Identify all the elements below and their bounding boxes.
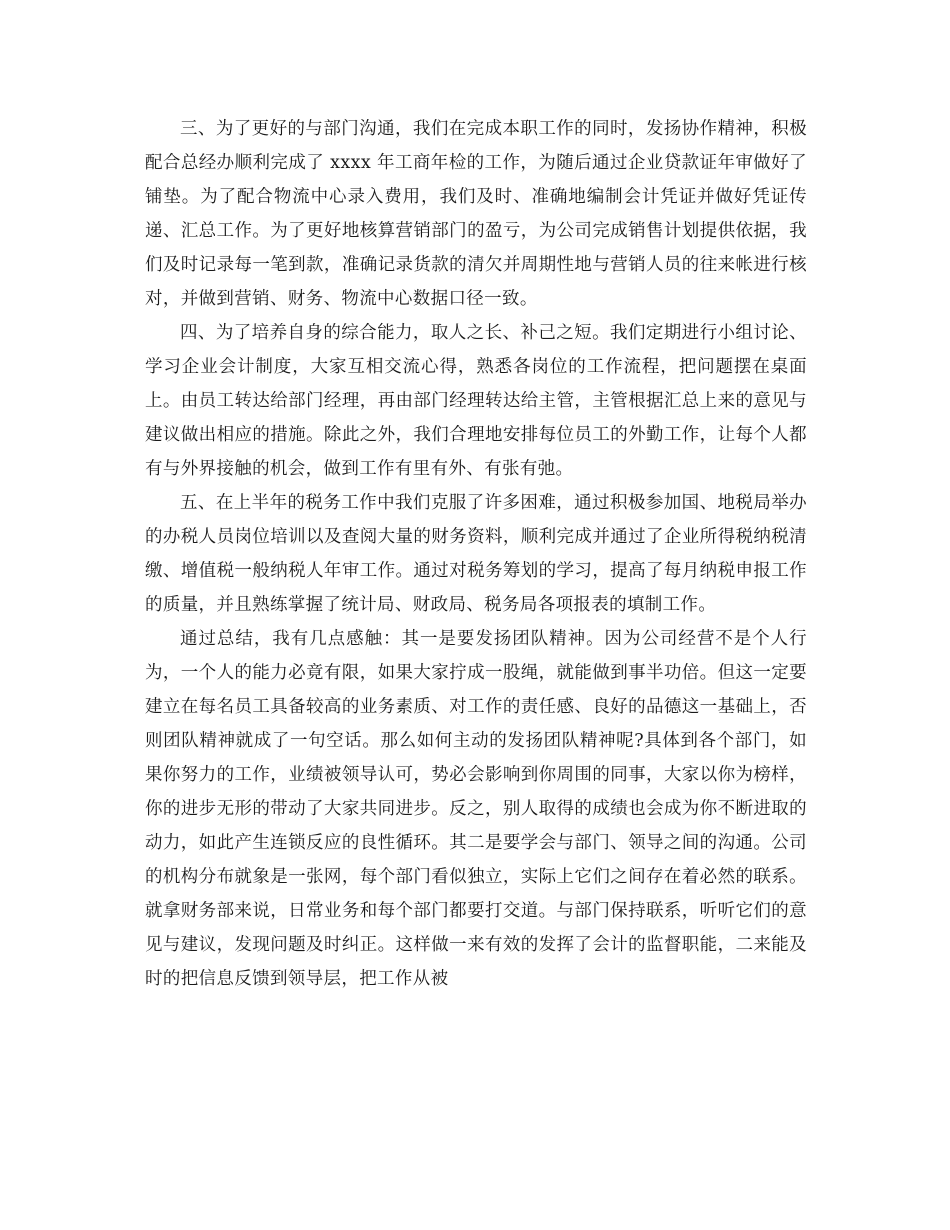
paragraph-4: 四、为了培养自身的综合能力，取人之长、补己之短。我们定期进行小组讨论、学习企业会计制度，大家互相交流心得，熟悉各岗位的工作流程，把问题摆在桌面上。由员工转达给部门经理，再由部门经理转达给主管，主管根据汇总上来的意见与建议做出相应的措施。除此之外，我们合理地安排每位员工的外勤工作，让每个人都有与外界接触的机会，做到工作有里有外、有张有弛。 bbox=[145, 323, 807, 479]
paragraph-3: 三、为了更好的与部门沟通，我们在完成本职工作的同时，发扬协作精神，积极配合总经办顺利完成了 xxxx 年工商年检的工作，为随后通过企业贷款证年审做好了铺垫。为了配合物流中心录入费用，我们及时、准确地编制会计凭证并做好凭证传递、汇总工作。为了更好地核算营销部门的盈亏，为公司完成销售计划提供依据，我们及时记录每一笔到款，准确记录货款的清欠并周期性地与营销人员的往来帐进行核对，并做到营销、财务、物流中心数据口径一致。 bbox=[145, 119, 807, 309]
document-body bbox=[145, 112, 807, 996]
paragraph-5: 五、在上半年的税务工作中我们克服了许多困难，通过积极参加国、地税局举办的办税人员岗位培训以及查阅大量的财务资料，顺利完成并通过了企业所得税纳税清缴、增值税一般纳税人年审工作。通过对税务筹划的学习，提高了每月纳税申报工作的质量，并且熟练掌握了统计局、财政局、税务局各项报表的填制工作。 bbox=[145, 493, 807, 615]
paragraph-summary: 通过总结，我有几点感触：其一是要发扬团队精神。因为公司经营不是个人行为，一个人的能力必竟有限，如果大家拧成一股绳，就能做到事半功倍。但这一定要建立在每名员工具备较高的业务素质、对工作的责任感、良好的品德这一基础上，否则团队精神就成了一句空话。那么如何主动的发扬团队精神呢?具体到各个部门，如果你努力的工作，业绩被领导认可，势必会影响到你周围的同事，大家以你为榜样，你的进步无形的带动了大家共同进步。反之，别人取得的成绩也会成为你不断进取的动力，如此产生连锁反应的良性循环。其二是要学会与部门、领导之间的沟通。公司的机构分布就象是一张网，每个部门看似独立，实际上它们之间存在着必然的联系。就拿财务部来说，日常业务和每个部门都要打交道。与部门保持联系，听听它们的意见与建议，发现问题及时纠正。这样做一来有效的发挥了会计的监督职能，二来能及时的把信息反馈到领导层，把工作从被 bbox=[145, 629, 807, 989]
